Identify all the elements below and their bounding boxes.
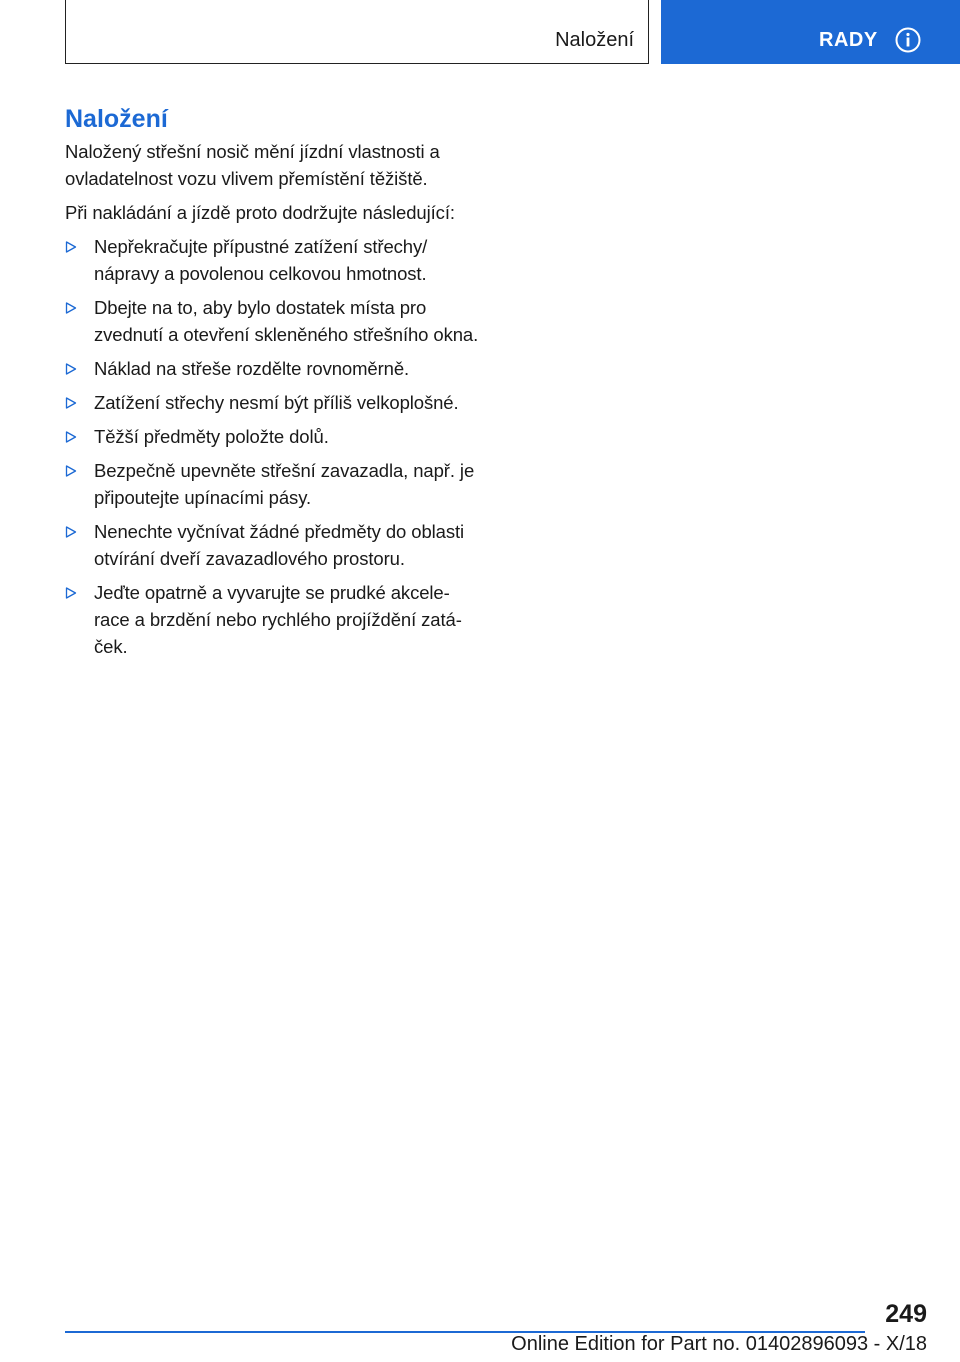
info-circle-icon[interactable]: [895, 27, 921, 53]
intro-paragraph: Naložený střešní nosič mění jízdní vlastnosti a ovladatelnost vozu vlivem přemístění těžiště.: [65, 141, 440, 189]
list-item: [65, 294, 485, 348]
instruction-list: [65, 233, 485, 660]
tab-rady[interactable]: [661, 0, 960, 64]
list-item: [65, 579, 485, 660]
page-title: Naložení: [65, 105, 168, 133]
list-item-text: Jeďte opatrně a vyvarujte se prudké akcele-race a brzdění nebo rychlého projíždění zatá-ček.: [94, 582, 462, 657]
tab-rady-label: RADY: [819, 29, 878, 51]
lead-paragraph: Při nakládání a jízdě proto dodržujte následující:: [65, 202, 455, 223]
list-item: [65, 457, 485, 511]
list-item-text: Náklad na střeše rozdělte rovnoměrně.: [94, 358, 410, 379]
list-item-text: Bezpečně upevněte střešní zavazadla, např. je připoutejte upínacími pásy.: [94, 460, 475, 508]
list-item: [65, 518, 485, 572]
triangle-right-outline-icon: [65, 363, 77, 375]
edition-note: Online Edition for Part no. 01402896093 - X/18: [511, 1333, 927, 1355]
list-item-text: Těžší předměty položte dolů.: [94, 426, 329, 447]
list-item-text: Dbejte na to, aby bylo dostatek místa pro zvednutí a otevření skleněného střešního okna.: [94, 297, 479, 345]
triangle-right-outline-icon: [65, 587, 77, 599]
triangle-right-outline-icon: [65, 431, 77, 443]
main-content: [65, 104, 485, 667]
page-number: 249: [885, 1300, 927, 1328]
triangle-right-outline-icon: [65, 397, 77, 409]
list-item: [65, 233, 485, 287]
list-item-text: Nenechte vyčnívat žádné předměty do oblasti otvírání dveří zavazadlového prostoru.: [94, 521, 465, 569]
triangle-right-outline-icon: [65, 526, 77, 538]
list-item: [65, 355, 485, 382]
header-section-box: [65, 0, 649, 64]
triangle-right-outline-icon: [65, 302, 77, 314]
list-item-text: Nepřekračujte přípustné zatížení střechy/ nápravy a povolenou celkovou hmotnost.: [94, 236, 428, 284]
list-item: [65, 389, 485, 416]
list-item: [65, 423, 485, 450]
list-item-text: Zatížení střechy nesmí být příliš velkoplošné.: [94, 392, 459, 413]
triangle-right-outline-icon: [65, 465, 77, 477]
header-section-title: Naložení: [555, 29, 634, 51]
triangle-right-outline-icon: [65, 241, 77, 253]
